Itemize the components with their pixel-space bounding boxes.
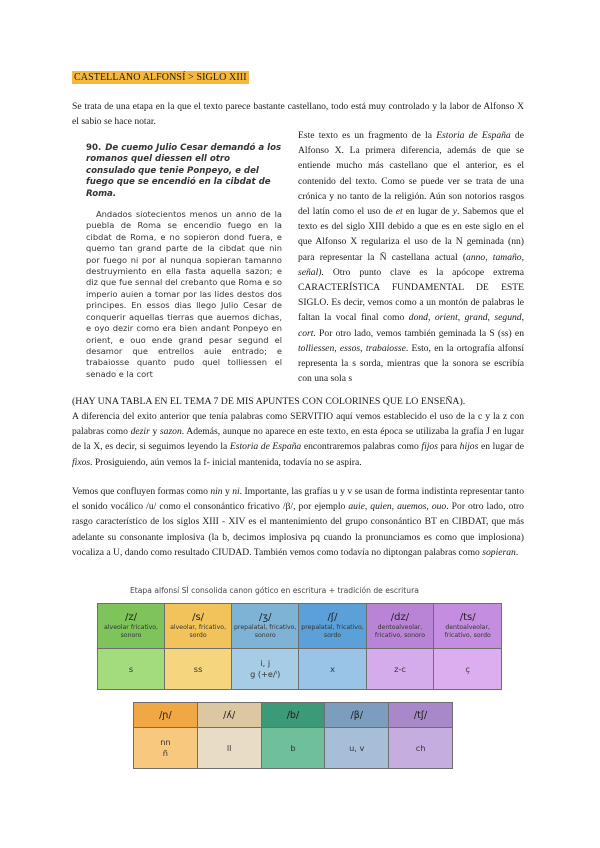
text-run: . Además, aunque no aparece en este texto, en esta época se utilizaba la grafía J en lugar de la X, es decir, si seguimos leyendo la xyxy=(72,426,525,453)
text-run-italic: anno, tamaño, señal). xyxy=(298,251,524,278)
phoneme-header-cell xyxy=(98,604,165,649)
phoneme-symbol: /ʒ/ xyxy=(258,612,272,624)
excerpt-number: 90. xyxy=(86,143,102,153)
analysis-paragraph xyxy=(298,128,524,386)
phoneme-header-cell xyxy=(232,604,299,649)
table-caption: Etapa alfonsí SÍ consolida canon gótico en escritura + tradición de escritura xyxy=(130,586,419,595)
phoneme-header-cell xyxy=(134,703,198,728)
text-run: Este texto es un fragmento de la xyxy=(298,130,437,141)
phoneme-description: alveolar, fricativo, sordo xyxy=(170,624,227,639)
phoneme-header-cell xyxy=(325,703,389,728)
grapheme-text: u, v xyxy=(349,742,365,753)
text-run-italic: tolliessen, essos, trabaiosse xyxy=(298,342,406,354)
table-header-row xyxy=(134,703,453,728)
phoneme-symbol: /z/ xyxy=(125,612,138,624)
grapheme-text: ss xyxy=(193,663,203,674)
phoneme-symbol: /s/ xyxy=(192,612,205,624)
table-value-row xyxy=(134,728,453,769)
grapheme-cell xyxy=(165,649,232,690)
grapheme-text: z-c xyxy=(394,663,406,674)
grapheme-text: ñ xyxy=(162,748,168,758)
phoneme-symbol: /dz/ xyxy=(390,612,410,624)
text-run: de Alfonso X. La primera diferencia, además de que se entiende mucho más castellano que el anterior, es el contenido del texto. Como se puede ver se trata de una crónica y no tanto de la religión. Aún son notorios rasgos del latín como el uso de xyxy=(298,130,524,218)
grapheme-cell xyxy=(232,649,299,690)
paragraph-2 xyxy=(72,409,524,470)
source-excerpt xyxy=(86,143,282,380)
phoneme-symbol: /tʃ/ xyxy=(413,709,428,721)
text-run: Vemos que confluyen formas como xyxy=(72,486,211,497)
text-run: . Sabemos que el texto es del siglo XIII debido a que es en este siglo en el que Alfonso X regulariza el uso de la N geminada (nn) para representar la Ñ castellana actual ( xyxy=(298,206,525,263)
phoneme-symbol: /ʃ/ xyxy=(327,612,338,624)
text-run-italic: fijos xyxy=(421,441,438,453)
grapheme-cell xyxy=(325,728,389,769)
grapheme-text: ç xyxy=(465,663,470,674)
phoneme-header-cell xyxy=(197,703,261,728)
text-run-italic: sazon xyxy=(159,426,182,438)
text-run: encontraremos palabras como xyxy=(301,441,422,453)
excerpt-title-text: De cuemo Julio Cesar demandó a los romanos quel diessen ell otro consulado que tenie Ponpeyo, e del fuego que se encendió en la cibdat de Roma. xyxy=(86,143,282,199)
text-run: . xyxy=(515,546,519,558)
table-header-row xyxy=(98,604,502,649)
excerpt-body: Andados siotecientos menos un anno de la puebla de Roma se encendio fuego en la cibdat de Roma, e no sopieron dond fuera, e quemo tan grand parte de la cibdat que nin por fuego ni por al nunqua sopieran tamanno destruymiento en ella fasta aquella sazon; e diz que fue sennal del crebanto que Roma e so imperio auien a tomar por las lides destos dos principes. En essos dias llego Julio Cesar de conquerir aquellas tierras que auemos dichas, e oyo dezir como era bien andant Ponpeyo en orient, e ouo ende grand pesar segund el desamor que entrellos auie entrado; e trabaiosse quanto pudo quel tolliessen el senado e la cort xyxy=(86,209,282,379)
text-run: . Por otro lado, otro rasgo característico de los siglos XIII - XIV es el mantenimiento del grupo consonántico BT en CIBDAT, que más adelante su consonante implosiva (la b, decimos implosiva pq cuando la pronunciamos es como que implosiona) vocaliza a U, dando como resultado CIUDAD. También vemos como todavía no diptongan palabras como xyxy=(72,501,524,558)
grapheme-text: ch xyxy=(415,742,426,753)
grapheme-cell xyxy=(434,649,502,690)
phoneme-table-palatals-labials xyxy=(133,702,453,769)
grapheme-text: b xyxy=(290,742,296,753)
text-run: en lugar de xyxy=(402,206,453,218)
text-run: y xyxy=(222,486,233,497)
text-run-italic: y xyxy=(452,206,458,218)
text-run: para xyxy=(437,441,460,453)
phoneme-symbol: /b/ xyxy=(286,709,300,721)
text-run-italic: et xyxy=(395,206,403,218)
table-value-row xyxy=(98,649,502,690)
text-run: Por otro lado, vemos también geminada la S (ss) en xyxy=(315,327,524,339)
grapheme-cell xyxy=(134,728,198,769)
text-run-italic: nin xyxy=(210,486,223,497)
phoneme-header-cell xyxy=(389,703,453,728)
phoneme-header-cell xyxy=(165,604,232,649)
text-run-italic: Estoria de España xyxy=(436,130,511,141)
caps-note: (HAY UNA TABLA EN EL TEMA 7 DE MIS APUNTES CON COLORINES QUE LO ENSEÑA). xyxy=(72,396,466,407)
phoneme-symbol: /ʎ/ xyxy=(223,709,236,721)
grapheme-text: i, j xyxy=(260,658,271,668)
grapheme-text: x xyxy=(330,663,335,674)
text-run-italic: Estoria de España xyxy=(229,441,302,453)
phoneme-symbol: /ɲ/ xyxy=(159,709,172,721)
grapheme-cell xyxy=(299,649,366,690)
text-run: Otro punto clave es la apócope extrema CARACTERÍSTICA FUNDAMENTAL DE ESTE SIGLO. Es decir, vemos como a un montón de palabras le faltan la vocal final como xyxy=(298,266,524,324)
phoneme-symbol: /β/ xyxy=(350,709,363,721)
text-run-italic: ni xyxy=(232,486,240,497)
grapheme-cell xyxy=(261,728,325,769)
grapheme-text: s xyxy=(128,663,134,674)
text-run: . Importante, las grafías u y v se usan de forma indistinta representar tanto el sonido vocálico /u/ como el consonántico fricativo /β/, por ejemplo xyxy=(72,486,524,513)
section-heading: CASTELLANO ALFONSÍ > SIGLO XIII xyxy=(74,72,247,83)
grapheme-cell xyxy=(197,728,261,769)
intro-paragraph: Se trata de una etapa en la que el texto parece bastante castellano, todo está muy controlado y la labor de Alfonso X el sabio se hace notar. xyxy=(72,101,524,128)
phoneme-header-cell xyxy=(261,703,325,728)
phoneme-description: prepalatal, fricativo, sonoro xyxy=(234,624,297,639)
text-run: . Esto, en la ortografía alfonsí representa la s sorda, mientras que la sonora se escribía con una sola s xyxy=(298,342,524,385)
phoneme-header-cell xyxy=(366,604,434,649)
phoneme-description: prepalatal, fricativo, sordo xyxy=(301,624,364,639)
phoneme-symbol: /ts/ xyxy=(459,612,476,624)
text-run-italic: fixos xyxy=(72,456,91,468)
grapheme-cell xyxy=(389,728,453,769)
text-run-italic: sopieran xyxy=(482,546,516,558)
paragraph-3 xyxy=(72,484,524,560)
text-run: y xyxy=(149,426,160,438)
text-run-italic: hijos xyxy=(459,441,479,453)
text-run: A diferencia del exito anterior que tenía palabras como SERVITIO aquí vemos establecido el uso de la c y la z con palabras como xyxy=(72,411,524,438)
text-run: . Prosiguiendo, aún vemos la f- inicial mantenida, todavía no se aspira. xyxy=(90,456,362,468)
excerpt-title xyxy=(86,143,282,200)
text-run: en lugar de xyxy=(478,441,524,453)
phoneme-description: alveolar fricativo, sonoro xyxy=(104,624,159,639)
text-run-italic: dond, orient, grand, segund, cort. xyxy=(298,312,524,339)
grapheme-text: ll xyxy=(226,742,232,753)
phoneme-header-cell xyxy=(434,604,502,649)
phoneme-description: dentoalveolar, fricativo, sordo xyxy=(444,624,491,639)
grapheme-text: g (+e/ⁱ) xyxy=(250,669,281,679)
text-run-italic: auie, quien, auemos, ouo xyxy=(348,501,447,513)
phoneme-header-cell xyxy=(299,604,366,649)
phoneme-description: dentoalveolar, fricativo, sonoro xyxy=(374,624,425,639)
phoneme-table-sibilants xyxy=(97,603,502,690)
grapheme-cell xyxy=(98,649,165,690)
text-run-italic: dezir xyxy=(130,426,150,438)
grapheme-cell xyxy=(366,649,434,690)
grapheme-text: nn xyxy=(160,737,171,747)
